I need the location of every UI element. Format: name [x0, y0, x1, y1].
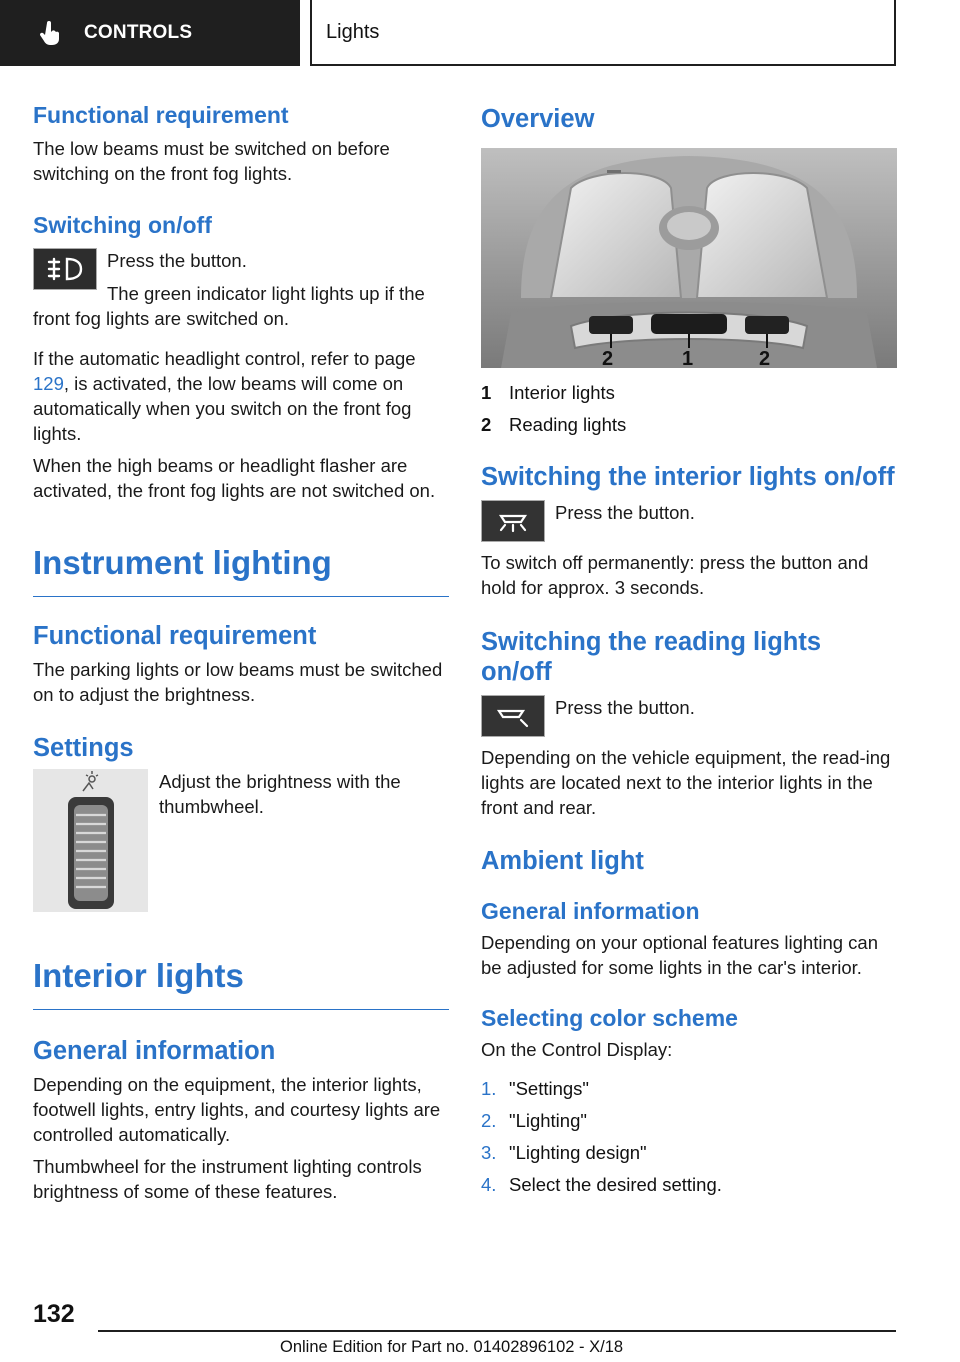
- photo-label-reading-right: 2: [759, 348, 771, 368]
- instrument-rule: [33, 596, 449, 597]
- step-text: "Lighting": [509, 1110, 587, 1131]
- fog-press-text: Press the button.: [107, 250, 247, 271]
- legend-item: [481, 412, 897, 437]
- section-tab: [0, 0, 300, 66]
- edition-text: Online Edition for Part no. 01402896102 - X/18: [280, 1338, 624, 1356]
- reading-switch-heading: Switching the reading lights on/off: [481, 628, 822, 686]
- overhead-console-illustration: [481, 148, 897, 368]
- interior-off-text: To switch off permanently: press the button and hold for approx. 3 seconds.: [481, 552, 869, 598]
- interior-light-icon: [491, 508, 535, 534]
- fog-light-button-image: [33, 248, 97, 290]
- interior-switch-heading: Switching the interior lights on/off: [481, 463, 895, 491]
- settings-heading: Settings: [33, 734, 134, 762]
- color-scheme-heading: Selecting color scheme: [481, 1005, 738, 1031]
- fog-light-icon: [45, 256, 85, 282]
- left-column: [33, 100, 449, 1204]
- interior-lights-title: Interior lights: [33, 957, 244, 994]
- fog-switching-heading: Switching on/off: [33, 212, 212, 238]
- reading-light-button-image: [481, 695, 545, 737]
- ambient-light-title: Ambient light: [481, 847, 644, 875]
- fog-requirement-text: The low beams must be switched on before switching on the front fog lights.: [33, 138, 390, 184]
- overhead-console-photo: [481, 148, 897, 368]
- ambient-general-text: Depending on your optional features lighting can be adjusted for some lights in the car's interior.: [481, 932, 879, 978]
- step-number: 3.: [481, 1142, 497, 1163]
- interior-rule: [33, 1009, 449, 1010]
- step-text: "Settings": [509, 1078, 589, 1099]
- overview-title: Overview: [481, 105, 595, 133]
- step-text: "Lighting design": [509, 1142, 647, 1163]
- footer-rule: [98, 1330, 896, 1332]
- thumbwheel-text: Thumbwheel for the instrument lighting controls brightness of some of these features.: [33, 1156, 422, 1202]
- chapter-title: Lights: [326, 20, 380, 43]
- legend-text: Reading lights: [509, 414, 627, 435]
- list-item: [481, 1140, 897, 1165]
- instrument-requirement-text: The parking lights or low beams must be switched on to adjust the brightness.: [33, 659, 443, 705]
- reading-press-text: Press the button.: [555, 697, 695, 718]
- fog-high-beam-text: When the high beams or headlight flasher are activated, the front fog lights are not switched on.: [33, 455, 436, 501]
- step-text: Select the desired setting.: [509, 1174, 722, 1195]
- photo-label-reading-left: 2: [602, 348, 614, 368]
- thumbwheel-icon: [33, 769, 148, 912]
- legend-number: 1: [481, 382, 492, 403]
- instrument-lighting-title: Instrument lighting: [33, 544, 332, 581]
- color-scheme-steps: [481, 1076, 897, 1197]
- list-item: [481, 1108, 897, 1133]
- page-number: 132: [33, 1300, 75, 1328]
- reading-light-icon: [491, 703, 535, 729]
- step-number: 4.: [481, 1174, 497, 1195]
- fog-indicator-text-line1: The green indicator light lights up if the: [107, 283, 425, 304]
- fog-auto-text-b: , is activated, the low beams will come on automatically when you switch on the front fog lights.: [33, 373, 412, 444]
- chapter-header: [310, 0, 896, 66]
- list-item: [481, 1076, 897, 1101]
- settings-text: Adjust the brightness with the thumbwheel.: [159, 771, 401, 817]
- step-number: 1.: [481, 1078, 497, 1099]
- legend-text: Interior lights: [509, 382, 615, 403]
- fog-auto-text: [33, 346, 449, 446]
- interior-general-heading: General information: [33, 1037, 276, 1065]
- step-number: 2.: [481, 1110, 497, 1131]
- list-item: [481, 1172, 897, 1197]
- legend-number: 2: [481, 414, 492, 435]
- fog-indicator-text-line2: front fog lights are switched on.: [33, 308, 290, 329]
- color-scheme-intro: On the Control Display:: [481, 1039, 673, 1060]
- page-link-129[interactable]: 129: [33, 373, 64, 394]
- interior-general-text: Depending on the equipment, the interior lights, footwell lights, entry lights, and courtesy lights are controlled automatically.: [33, 1074, 441, 1145]
- photo-label-interior: 1: [682, 348, 694, 368]
- fog-functional-requirement-heading: Functional requirement: [33, 102, 289, 128]
- section-label: CONTROLS: [84, 22, 193, 43]
- thumbwheel-image: [33, 769, 148, 912]
- reading-location-text: Depending on the vehicle equipment, the read‐ing lights are located next to the interior lights in the front and rear.: [481, 747, 891, 818]
- fog-auto-text-a: If the automatic headlight control, refer to page: [33, 348, 416, 369]
- legend-item: [481, 380, 897, 405]
- right-column: [481, 100, 897, 1204]
- interior-light-button-image: [481, 500, 545, 542]
- interior-press-text: Press the button.: [555, 502, 695, 523]
- instrument-requirement-heading: Functional requirement: [33, 622, 317, 650]
- hand-pointer-icon: [38, 20, 64, 46]
- ambient-general-heading: General information: [481, 898, 700, 924]
